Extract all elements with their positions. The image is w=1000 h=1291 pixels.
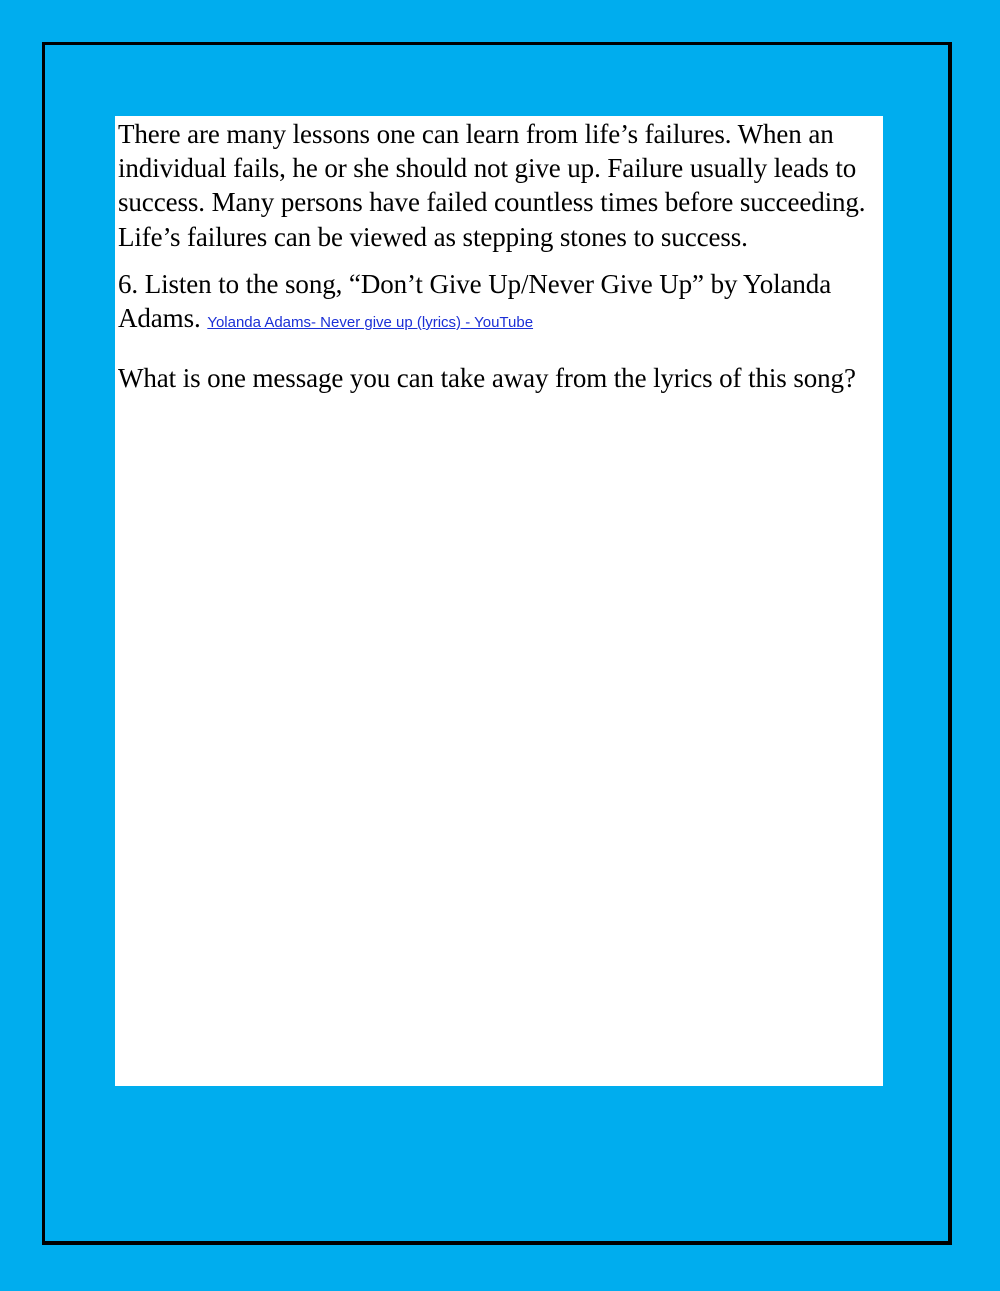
- intro-paragraph: There are many lessons one can learn from life’s failures. When an individual fails, he or she should not give up. Failure usually leads to success. Many persons have failed countless times before succeeding. Life’s failures can be viewed as stepping stones to success.: [118, 119, 866, 252]
- question-6-text: 6. Listen to the song, “Don’t Give Up/Never Give Up” by Yolanda Adams.: [118, 268, 832, 334]
- question-6-paragraph: [118, 267, 883, 340]
- youtube-link[interactable]: Yolanda Adams- Never give up (lyrics) - YouTube: [207, 314, 534, 332]
- worksheet-content-area: [115, 116, 883, 1086]
- question-prompt: What is one message you can take away from the lyrics of this song?: [118, 363, 856, 394]
